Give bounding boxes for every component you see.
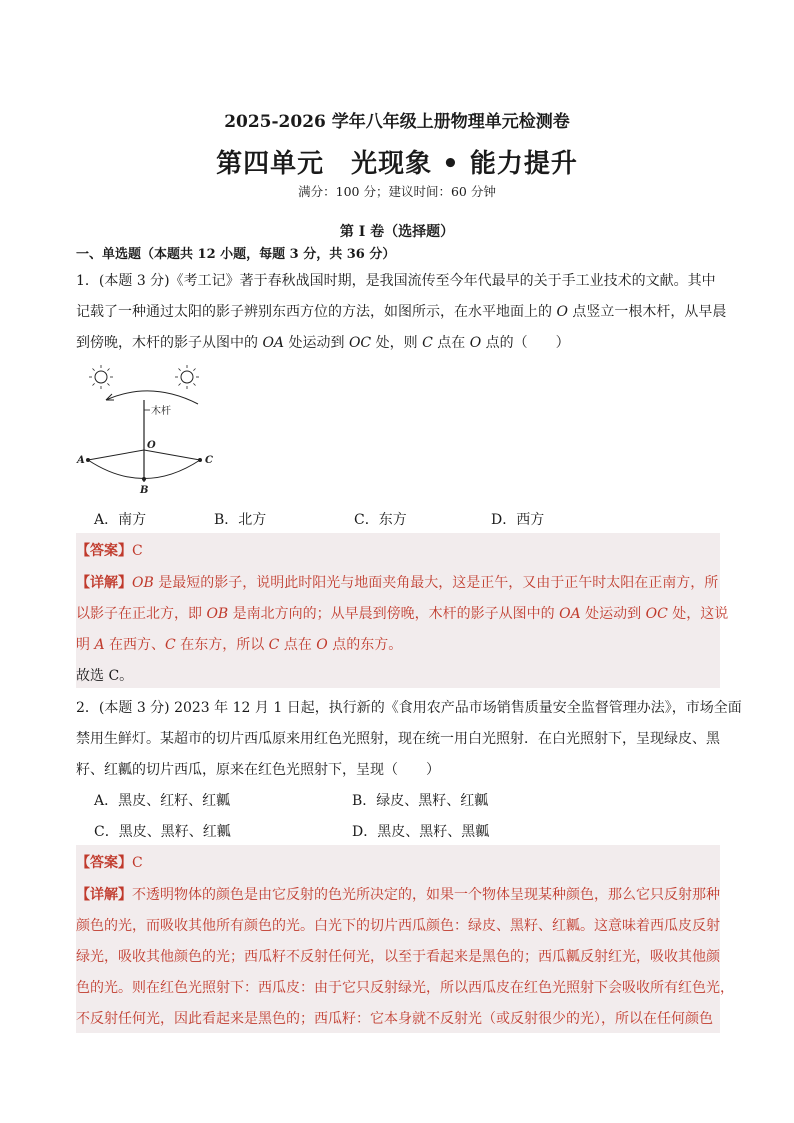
q1-option-c[interactable]: C．东方 [354,512,407,528]
point-c [198,458,202,462]
q1-answer: 【答案】C [76,543,143,559]
sun-icon-right [175,365,199,389]
q1-line-3: 到傍晚，木杆的影子从图中的 OA 处运动到 OC 处，则 C 点在 O 点的（ ） [76,335,570,351]
exam-meta: 满分：100 分；建议时间：60 分钟 [298,184,496,199]
q2-answer: 【答案】C [76,855,143,871]
q1-option-d[interactable]: D．西方 [491,512,545,528]
q2-detail-line-1: 【详解】不透明物体的颜色是由它反射的色光所决定的，如果一个物体呈现某种颜色，那么它只反射那种 [76,887,720,903]
part-title: 第 I 卷（选择题） [339,224,455,240]
q2-answer-box [76,845,720,1033]
q2-option-c[interactable]: C．黑皮、黑籽、红瓤 [94,824,231,840]
q1-option-b[interactable]: B．北方 [214,512,267,528]
shadow-oc [144,450,200,460]
q1-line-2: 记载了一种通过太阳的影子辨别东西方位的方法，如图所示，在水平地面上的 O 点竖立一根木杆，从早晨 [76,304,727,320]
section-title: 一、单选题（本题共 12 小题，每题 3 分，共 36 分） [76,247,396,262]
label-a: A [77,455,85,466]
q2-line-3: 籽、红瓤的切片西瓜，原来在红色光照射下，呈现（ ） [76,762,440,778]
q2-line-1: 2．(本题 3 分) 2023 年 12 月 1 日起，执行新的《食用农产品市场销售质量安全监督管理办法》，市场全面 [76,700,742,716]
q1-option-a[interactable]: A．南方 [94,512,147,528]
q1-detail-line-2: 以影子在正北方，即 OB 是南北方向的；从早晨到傍晚，木杆的影子从图中的 OA 处运动到 OC 处，这说 [76,606,729,622]
q2-option-d[interactable]: D．黑皮、黑籽、黑瓤 [352,824,490,840]
label-c: C [205,455,213,466]
q2-option-b[interactable]: B．绿皮、黑籽、红瓤 [352,793,489,809]
q2-detail-line-3: 绿光，吸收其他颜色的光；西瓜籽不反射任何光，以至于看起来是黑色的；西瓜瓤反射红光，吸收其他颜 [76,949,720,965]
exam-title: 2025-2026 学年八年级上册物理单元检测卷 [224,112,570,132]
q2-detail-line-2: 颜色的光，而吸收其他所有颜色的光。白光下的切片西瓜颜色：绿皮、黑籽、红瓤。这意味着西瓜皮反射 [76,918,720,934]
sun-icon-left [89,365,113,389]
q2-detail-line-5: 不反射任何光，因此看起来是黑色的；西瓜籽：它本身就不反射光（或反射很少的光），所以在任何颜色 [76,1011,713,1027]
shadow-oa [88,450,144,460]
label-b: B [140,485,149,496]
label-o: O [147,440,156,451]
q1-line-1: 1．(本题 3 分)《考工记》著于春秋战国时期，是我国流传至今年代最早的关于手工业技术的文献。其中 [76,273,716,289]
q2-option-a[interactable]: A．黑皮、红籽、红瓤 [94,793,231,809]
q2-detail-line-4: 色的光。则在红色光照射下：西瓜皮：由于它只反射绿光，所以西瓜皮在红色光照射下会吸收所有红色光， [76,980,734,996]
sun-path-arrow [106,391,198,404]
sun-shadow-diagram [76,362,236,502]
q1-detail-line-1: 【详解】OB 是最短的影子，说明此时阳光与地面夹角最大，这是正午，又由于正午时太阳在正南方，所 [76,575,719,591]
q2-line-2: 禁用生鲜灯。某超市的切片西瓜原来用红色光照射，现在统一用白光照射．在白光照射下，呈现绿皮、黑 [76,731,720,747]
point-a [86,458,90,462]
point-b [142,477,146,481]
q1-detail-line-3: 明 A 在西方、C 在东方，所以 C 点在 O 点的东方。 [76,637,403,653]
unit-title: 第四单元 光现象 • 能力提升 [216,149,578,179]
pole-label: 木杆 [151,406,171,417]
q1-conclusion: 故选 C。 [76,668,134,684]
